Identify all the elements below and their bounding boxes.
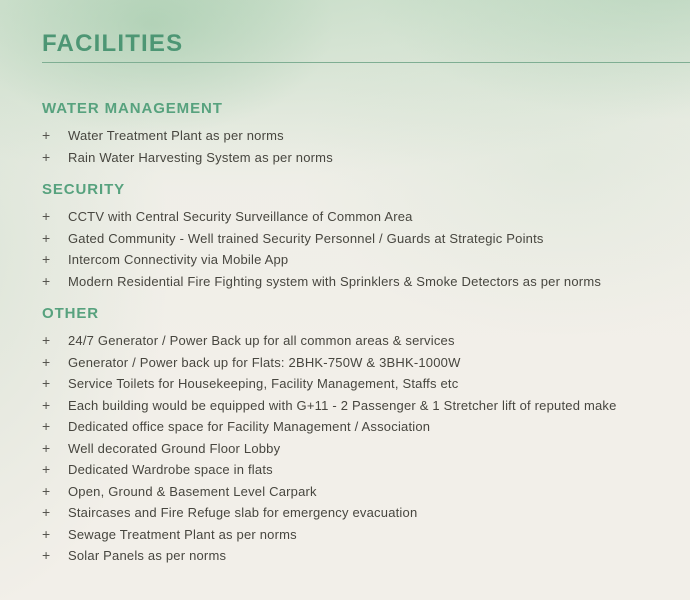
plus-bullet-icon: + [42, 208, 51, 224]
plus-bullet-icon: + [42, 482, 51, 499]
list-item [42, 524, 650, 546]
list-item-text: Staircases and Fire Refuge slab for emergency evacuation [68, 505, 418, 520]
plus-bullet-icon: + [42, 332, 51, 348]
list-item-text: Dedicated office space for Facility Management / Association [68, 419, 431, 434]
plus-bullet-icon: + [42, 439, 51, 456]
list-item [42, 330, 650, 352]
list-item [42, 438, 650, 460]
list-item-text: Sewage Treatment Plant as per norms [68, 526, 297, 542]
facilities-section [42, 182, 650, 292]
list-item-text: Dedicated Wardrobe space in flats [68, 462, 273, 477]
list-item-text: Open, Ground & Basement Level Carpark [68, 483, 317, 499]
list-item [42, 373, 650, 395]
list-item-text: Well decorated Ground Floor Lobby [68, 440, 281, 456]
section-list [42, 330, 650, 567]
list-item-text: 24/7 Generator / Power Back up for all common areas & services [68, 333, 455, 348]
plus-bullet-icon: + [42, 547, 51, 563]
list-item [42, 206, 650, 228]
plus-bullet-icon: + [42, 418, 51, 434]
plus-bullet-icon: + [42, 353, 51, 370]
plus-bullet-icon: + [42, 461, 51, 477]
list-item-text: Water Treatment Plant as per norms [68, 128, 284, 143]
list-item [42, 125, 650, 147]
facilities-section [42, 101, 650, 168]
list-item [42, 502, 650, 524]
section-list [42, 125, 650, 168]
list-item [42, 352, 650, 374]
plus-bullet-icon: + [42, 251, 51, 267]
list-item-text: CCTV with Central Security Surveillance of Common Area [68, 209, 413, 224]
plus-bullet-icon: + [42, 504, 51, 520]
list-item-text: Generator / Power back up for Flats: 2BHK-750W & 3BHK-1000W [68, 354, 461, 370]
section-heading: SECURITY [42, 181, 126, 198]
list-item [42, 481, 650, 503]
list-item-text: Modern Residential Fire Fighting system with Sprinklers & Smoke Detectors as per norms [68, 273, 602, 289]
section-list [42, 206, 650, 292]
plus-bullet-icon: + [42, 229, 51, 246]
plus-bullet-icon: + [42, 127, 51, 143]
list-item [42, 228, 650, 250]
sections [42, 101, 650, 567]
list-item-text: Solar Panels as per norms [68, 548, 227, 563]
list-item [42, 147, 650, 169]
list-item [42, 395, 650, 417]
list-item-text: Gated Community - Well trained Security Personnel / Guards at Strategic Points [68, 230, 544, 246]
list-item-text: Each building would be equipped with G+11 - 2 Passenger & 1 Stretcher lift of reputed make [68, 397, 617, 413]
section-heading: WATER MANAGEMENT [42, 100, 223, 117]
page-title: FACILITIES [42, 30, 184, 57]
plus-bullet-icon: + [42, 148, 51, 165]
list-item [42, 545, 650, 567]
list-item [42, 271, 650, 293]
list-item [42, 459, 650, 481]
section-heading: OTHER [42, 305, 99, 322]
plus-bullet-icon: + [42, 375, 51, 391]
list-item-text: Rain Water Harvesting System as per norms [68, 149, 333, 165]
list-item-text: Intercom Connectivity via Mobile App [68, 252, 289, 267]
list-item-text: Service Toilets for Housekeeping, Facility Management, Staffs etc [68, 376, 459, 391]
plus-bullet-icon: + [42, 272, 51, 289]
plus-bullet-icon: + [42, 396, 51, 413]
plus-bullet-icon: + [42, 525, 51, 542]
facilities-section [42, 306, 650, 567]
list-item [42, 249, 650, 271]
title-underline-rule [42, 62, 690, 63]
list-item [42, 416, 650, 438]
